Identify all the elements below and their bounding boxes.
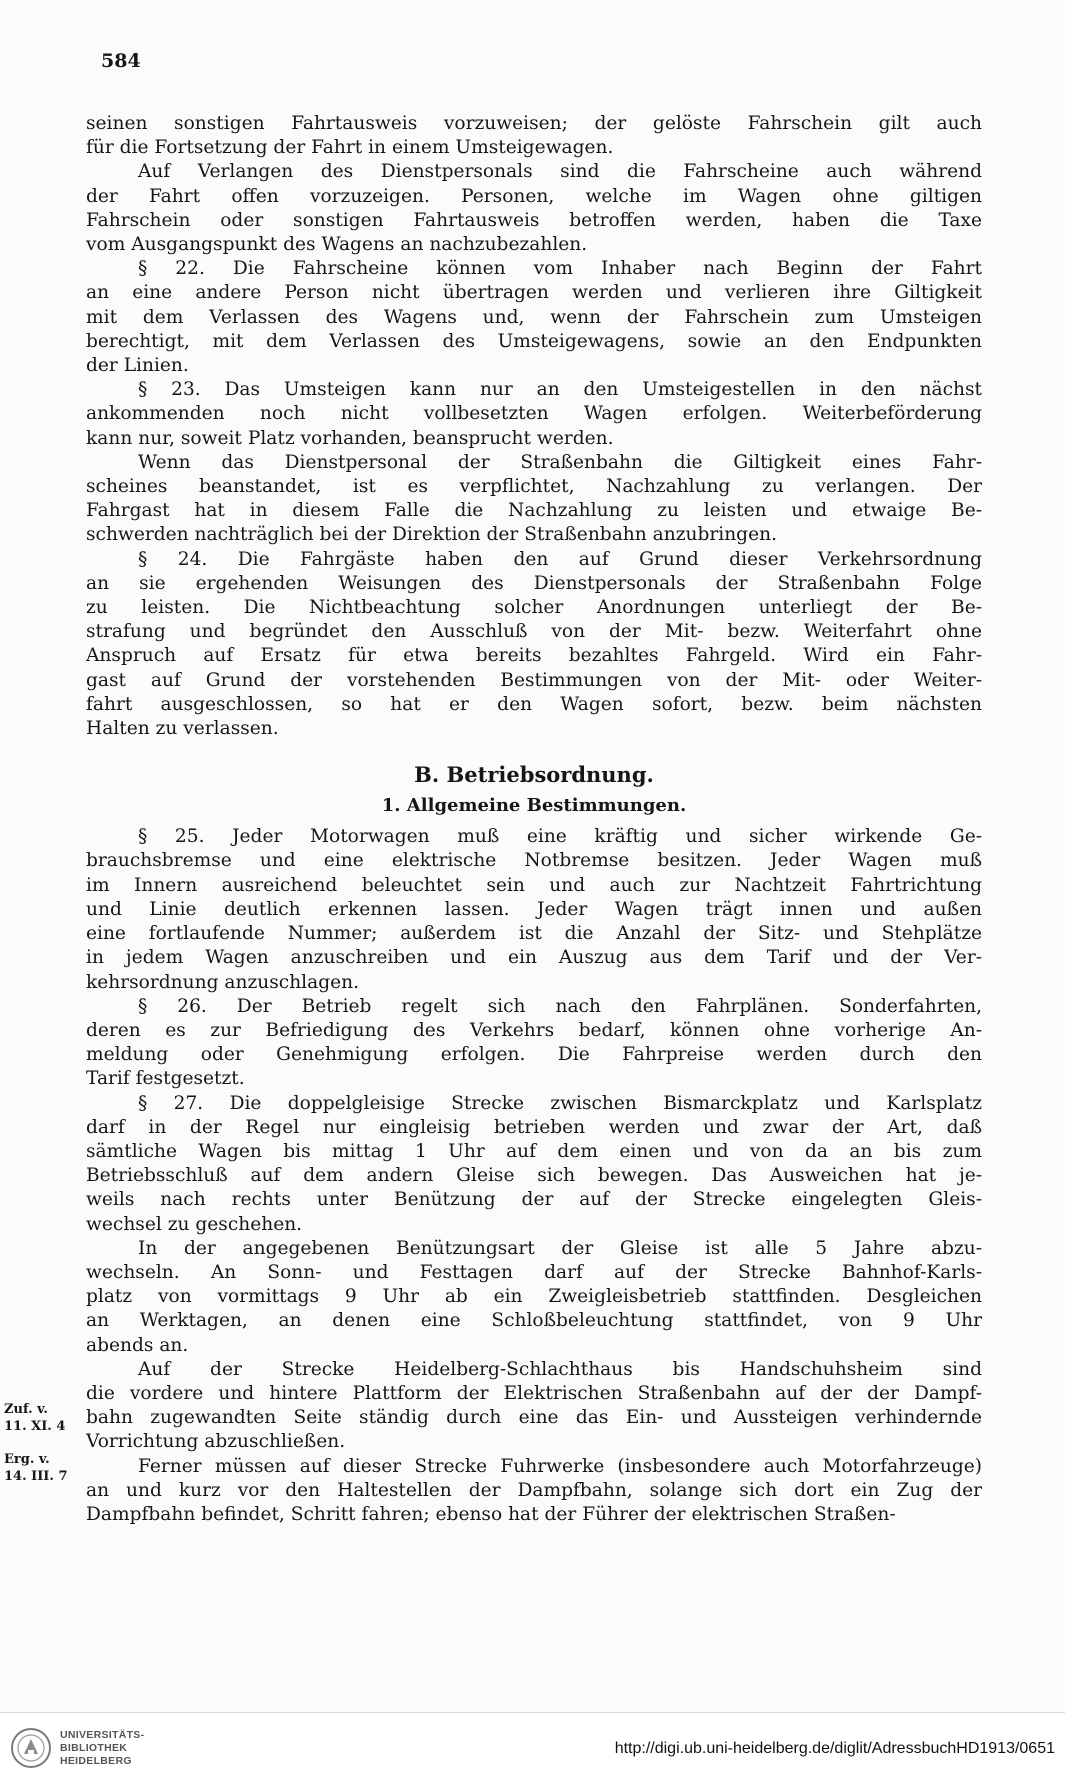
text-line: Auf der Strecke Heidelberg-Schlachthaus bis Handschuhsheim sind bbox=[138, 1358, 982, 1380]
paragraph-section-25 bbox=[86, 825, 982, 994]
text-line: darf in der Regel nur eingleisig betrieben werden und zwar der Art, daß bbox=[86, 1116, 982, 1138]
paragraph-continuation bbox=[86, 112, 982, 160]
text-line: Auf Verlangen des Dienstpersonals sind die Fahrscheine auch während bbox=[138, 161, 982, 183]
text-line: wechsel zu geschehen. bbox=[86, 1213, 303, 1235]
paragraph-section-26 bbox=[86, 995, 982, 1092]
text-line: In der angegebenen Benützungsart der Gleise ist alle 5 Jahre abzu- bbox=[138, 1237, 982, 1259]
text-line: Wenn das Dienstpersonal der Straßenbahn die Giltigkeit eines Fahr- bbox=[138, 451, 982, 473]
text-line: wechseln. An Sonn- und Festtagen darf auf der Strecke Bahnhof-Karls- bbox=[86, 1261, 982, 1283]
text-column bbox=[86, 112, 982, 1527]
paragraph bbox=[86, 160, 982, 257]
text-line: im Innern ausreichend beleuchtet sein und auch zur Nachtzeit Fahrtrichtung bbox=[86, 874, 982, 896]
text-line: der Linien. bbox=[86, 355, 189, 377]
library-name bbox=[60, 1729, 144, 1768]
text-line: platz von vormittags 9 Uhr ab ein Zweigleisbetrieb stattfinden. Desgleichen bbox=[86, 1286, 982, 1308]
text-line: bahn zugewandten Seite ständig durch eine das Ein- und Aussteigen verhindernde bbox=[86, 1407, 982, 1429]
paragraph-section-22 bbox=[86, 257, 982, 378]
library-name-line: UNIVERSITÄTS- bbox=[60, 1729, 145, 1741]
text-line: Halten zu verlassen. bbox=[86, 718, 279, 740]
text-line: § 26. Der Betrieb regelt sich nach den Fahrplänen. Sonderfahrten, bbox=[138, 995, 982, 1017]
paragraph-section-23 bbox=[86, 378, 982, 451]
university-seal-icon bbox=[10, 1727, 52, 1769]
text-line: kehrsordnung anzuschlagen. bbox=[86, 971, 359, 993]
text-line: Anspruch auf Ersatz für etwa bereits bezahltes Fahrgeld. Wird ein Fahr- bbox=[86, 645, 982, 667]
text-line: schwerden nachträglich bei der Direktion der Straßenbahn anzubringen. bbox=[86, 524, 777, 546]
text-line: für die Fortsetzung der Fahrt in einem Umsteigewagen. bbox=[86, 137, 614, 159]
text-line: mit dem Verlassen des Wagens und, wenn der Fahrschein zum Umsteigen bbox=[86, 306, 982, 328]
text-line: Betriebsschluß auf dem andern Gleise sich bewegen. Das Ausweichen hat je- bbox=[86, 1165, 982, 1187]
text-line: an Werktagen, an denen eine Schloßbeleuchtung stattfindet, von 9 Uhr bbox=[86, 1310, 982, 1332]
marginal-note-text: Zuf. v. 11. XI. 4 bbox=[4, 1402, 66, 1434]
text-line: § 27. Die doppelgleisige Strecke zwischen Bismarckplatz und Karlsplatz bbox=[138, 1092, 982, 1114]
text-line: § 25. Jeder Motorwagen muß eine kräftig und sicher wirkende Ge- bbox=[138, 826, 982, 848]
text-line: gast auf Grund der vorstehenden Bestimmungen von der Mit- oder Weiter- bbox=[86, 669, 982, 691]
text-line: § 23. Das Umsteigen kann nur an den Umsteigestellen in den nächst bbox=[138, 379, 982, 401]
paragraph bbox=[86, 1455, 982, 1528]
text-line: berechtigt, mit dem Verlassen des Umsteigewagens, sowie an den Endpunkten bbox=[86, 330, 982, 352]
marginal-note-2 bbox=[4, 1451, 86, 1485]
page-number: 584 bbox=[101, 50, 141, 72]
text-line: kann nur, soweit Platz vorhanden, beansprucht werden. bbox=[86, 427, 614, 449]
text-line: an eine andere Person nicht übertragen werden und verlieren ihre Giltigkeit bbox=[86, 282, 982, 304]
text-line: brauchsbremse und eine elektrische Notbremse besitzen. Jeder Wagen muß bbox=[86, 850, 982, 872]
text-line: Dampfbahn befindet, Schritt fahren; ebenso hat der Führer der elektrischen Straßen- bbox=[86, 1503, 896, 1525]
library-name-line: HEIDELBERG bbox=[60, 1755, 132, 1767]
text-line: Fahrschein oder sonstigen Fahrtausweis betroffen werden, haben die Taxe bbox=[86, 209, 982, 231]
library-name-line: BIBLIOTHEK bbox=[60, 1742, 128, 1754]
text-line: der Fahrt offen vorzuzeigen. Personen, welche im Wagen ohne giltigen bbox=[86, 185, 982, 207]
text-line: Ferner müssen auf dieser Strecke Fuhrwerke (insbesondere auch Motorfahrzeuge) bbox=[138, 1455, 982, 1477]
text-line: ankommenden noch nicht vollbesetzten Wagen erfolgen. Weiterbeförderung bbox=[86, 403, 982, 425]
text-line: strafung und begründet den Ausschluß von der Mit- bezw. Weiterfahrt ohne bbox=[86, 621, 982, 643]
text-line: und Linie deutlich erkennen lassen. Jeder Wagen trägt innen und außen bbox=[86, 898, 982, 920]
text-line: seinen sonstigen Fahrtausweis vorzuweisen; der gelöste Fahrschein gilt auch bbox=[86, 113, 982, 134]
text-line: Fahrgast hat in diesem Falle die Nachzahlung zu leisten und etwaige Be- bbox=[86, 500, 982, 522]
source-url-link[interactable]: http://digi.ub.uni-heidelberg.de/diglit/AdressbuchHD1913/0651 bbox=[614, 1740, 1055, 1757]
paragraph bbox=[86, 451, 982, 548]
paragraph bbox=[86, 1237, 982, 1358]
text-line: deren es zur Befriedigung des Verkehrs bedarf, können ohne vorherige An- bbox=[86, 1019, 982, 1041]
marginal-note-1 bbox=[4, 1401, 86, 1435]
text-line: in jedem Wagen anzuschreiben und ein Auszug aus dem Tarif und der Ver- bbox=[86, 947, 982, 969]
text-line: meldung oder Genehmigung erfolgen. Die Fahrpreise werden durch den bbox=[86, 1044, 982, 1066]
text-line: § 22. Die Fahrscheine können vom Inhaber nach Beginn der Fahrt bbox=[138, 258, 982, 280]
text-line: vom Ausgangspunkt des Wagens an nachzubezahlen. bbox=[86, 234, 588, 256]
footer-bar bbox=[0, 1712, 1065, 1784]
text-line: Tarif festgesetzt. bbox=[86, 1068, 245, 1090]
marginal-note-text: Erg. v. 14. III. 7 bbox=[4, 1452, 68, 1484]
text-line: § 24. Die Fahrgäste haben den auf Grund dieser Verkehrsordnung bbox=[138, 548, 982, 570]
text-line: die vordere und hintere Plattform der Elektrischen Straßenbahn auf der der Dampf- bbox=[86, 1382, 982, 1404]
text-line: an und kurz vor den Haltestellen der Dampfbahn, solange sich dort ein Zug der bbox=[86, 1479, 982, 1501]
subsection-heading: 1. Allgemeine Bestimmungen. bbox=[381, 795, 687, 817]
text-line: zu leisten. Die Nichtbeachtung solcher Anordnungen unterliegt der Be- bbox=[86, 597, 982, 619]
text-line: Vorrichtung abzuschließen. bbox=[86, 1431, 346, 1453]
paragraph-section-24 bbox=[86, 548, 982, 742]
text-line: an sie ergehenden Weisungen des Dienstpersonals der Straßenbahn Folge bbox=[86, 572, 982, 594]
text-line: scheines beanstandet, ist es verpflichtet, Nachzahlung zu verlangen. Der bbox=[86, 476, 982, 498]
paragraph bbox=[86, 1358, 982, 1455]
text-line: eine fortlaufende Nummer; außerdem ist die Anzahl der Sitz- und Stehplätze bbox=[86, 923, 982, 945]
text-line: weils nach rechts unter Benützung der auf der Strecke eingelegten Gleis- bbox=[86, 1189, 982, 1211]
text-line: sämtliche Wagen bis mittag 1 Uhr auf dem einen und von da an bis zum bbox=[86, 1140, 982, 1162]
text-line: fahrt ausgeschlossen, so hat er den Wagen sofort, bezw. beim nächsten bbox=[86, 693, 982, 715]
section-heading: B. Betriebsordnung. bbox=[414, 762, 654, 788]
paragraph-section-27 bbox=[86, 1092, 982, 1237]
text-line: abends an. bbox=[86, 1334, 189, 1356]
